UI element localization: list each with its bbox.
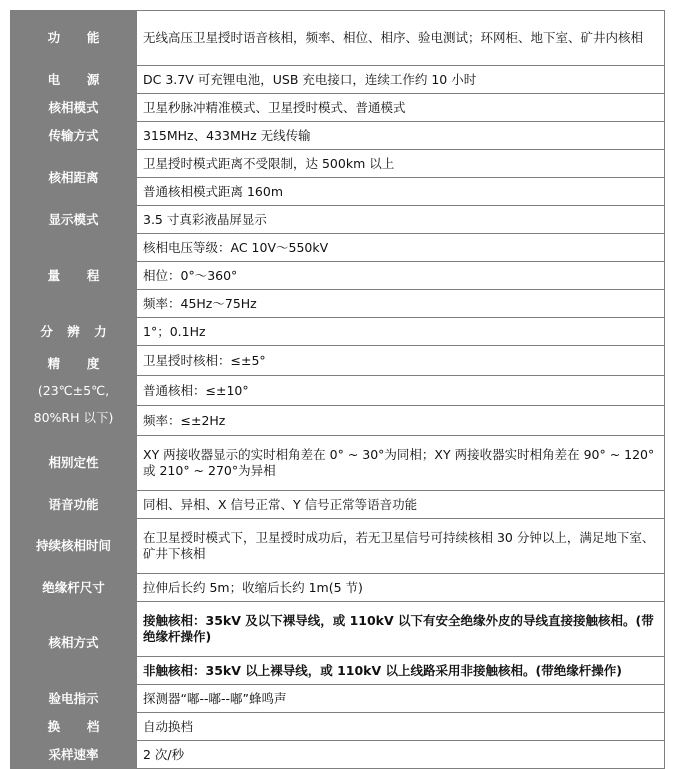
row-sampling	[11, 741, 665, 769]
row-phase-distance-1	[11, 150, 665, 178]
value-phase-mode: 卫星秒脉冲精准模式、卫星授时模式、普通模式	[137, 94, 665, 122]
row-electroscope	[11, 685, 665, 713]
label-phase-distance: 核相距离	[11, 150, 137, 206]
label-continuous: 持续核相时间	[11, 519, 137, 574]
value-sampling: 2 次/秒	[137, 741, 665, 769]
value-phase-method-noncontact: 非触核相：35kV 以上裸导线，或 110kV 以上线路采用非接触核相。(带绝缘杆操作)	[137, 657, 665, 685]
value-transmission: 315MHz、433MHz 无线传输	[137, 122, 665, 150]
value-range-3: 频率：45Hz～75Hz	[137, 290, 665, 318]
label-phase-mode: 核相模式	[11, 94, 137, 122]
value-resolution: 1°；0.1Hz	[137, 318, 665, 346]
label-transmission: 传输方式	[11, 122, 137, 150]
label-phase-method: 核相方式	[11, 602, 137, 685]
value-accuracy-2: 普通核相：≤±10°	[137, 376, 665, 406]
value-accuracy-1: 卫星授时核相：≤±5°	[137, 346, 665, 376]
spec-table	[10, 10, 665, 769]
row-function	[11, 11, 665, 66]
value-phase-judgement: XY 两接收器显示的实时相角差在 0° ~ 30°为同相；XY 两接收器实时相角差在 90° ~ 120°或 210° ~ 270°为异相	[137, 436, 665, 491]
value-phase-distance-1: 卫星授时模式距离不受限制，达 500km 以上	[137, 150, 665, 178]
value-phase-method-contact: 接触核相：35kV 及以下裸导线，或 110kV 以下有安全绝缘外皮的导线直接接触核相。(带绝缘杆操作)	[137, 602, 665, 657]
value-range-switch: 自动换档	[137, 713, 665, 741]
row-resolution	[11, 318, 665, 346]
value-continuous: 在卫星授时模式下，卫星授时成功后，若无卫星信号可持续核相 30 分钟以上，满足地下室、矿井下核相	[137, 519, 665, 574]
value-range-2: 相位：0°～360°	[137, 262, 665, 290]
label-phase-judgement: 相别定性	[11, 436, 137, 491]
value-range-1: 核相电压等级：AC 10V～550kV	[137, 234, 665, 262]
row-phase-mode	[11, 94, 665, 122]
row-rod-size	[11, 574, 665, 602]
row-transmission	[11, 122, 665, 150]
value-electroscope: 探测器“嘟--嘟--嘟”蜂鸣声	[137, 685, 665, 713]
label-resolution: 分 辨 力	[11, 318, 137, 346]
value-accuracy-3: 频率：≤±2Hz	[137, 406, 665, 436]
label-accuracy-sub1: (23℃±5℃,	[37, 383, 110, 398]
label-electroscope: 验电指示	[11, 685, 137, 713]
row-range-1	[11, 234, 665, 262]
label-rod-size: 绝缘杆尺寸	[11, 574, 137, 602]
row-continuous	[11, 519, 665, 574]
value-display: 3.5 寸真彩液晶屏显示	[137, 206, 665, 234]
row-power	[11, 66, 665, 94]
label-accuracy-sub2: 80%RH 以下)	[33, 410, 114, 425]
value-power: DC 3.7V 可充锂电池，USB 充电接口，连续工作约 10 小时	[137, 66, 665, 94]
label-accuracy: 精 度	[47, 356, 111, 371]
value-phase-distance-2: 普通核相模式距离 160m	[137, 178, 665, 206]
label-sampling: 采样速率	[11, 741, 137, 769]
value-rod-size: 拉伸后长约 5m；收缩后长约 1m(5 节)	[137, 574, 665, 602]
label-function: 功 能	[11, 11, 137, 66]
row-display	[11, 206, 665, 234]
value-voice: 同相、异相、X 信号正常、Y 信号正常等语音功能	[137, 491, 665, 519]
label-accuracy-cell	[11, 346, 137, 436]
value-function: 无线高压卫星授时语音核相，频率、相位、相序、验电测试；环网柜、地下室、矿井内核相	[137, 11, 665, 66]
label-range: 量 程	[11, 234, 137, 318]
row-phase-judgement	[11, 436, 665, 491]
row-phase-method-1	[11, 602, 665, 657]
label-voice: 语音功能	[11, 491, 137, 519]
row-voice	[11, 491, 665, 519]
row-accuracy-1	[11, 346, 665, 376]
label-power: 电 源	[11, 66, 137, 94]
label-range-switch: 换 档	[11, 713, 137, 741]
label-display: 显示模式	[11, 206, 137, 234]
row-range-switch	[11, 713, 665, 741]
